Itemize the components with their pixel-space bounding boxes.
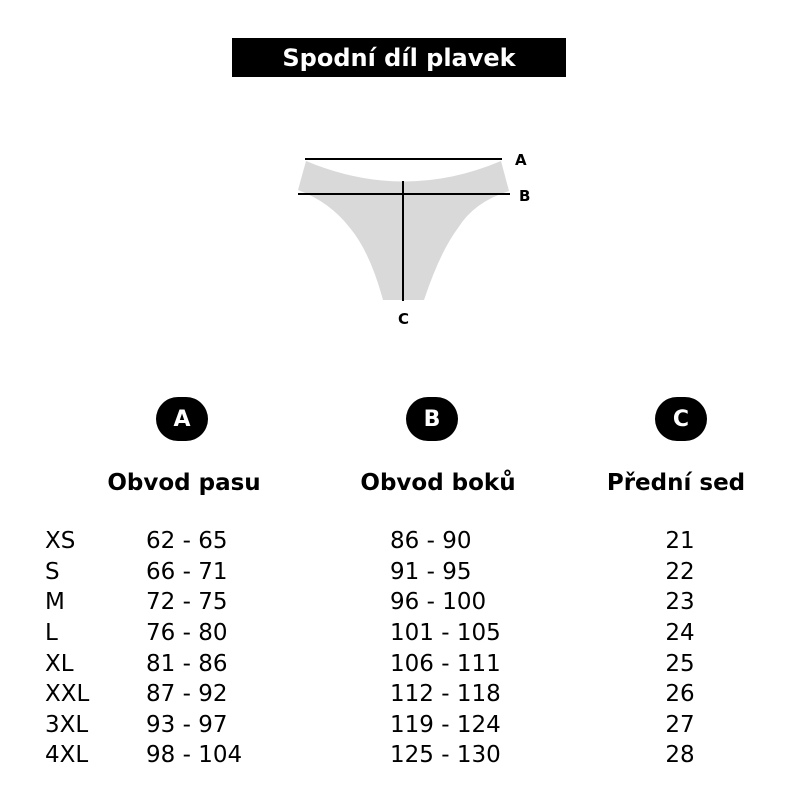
page-title: Spodní díl plavek: [232, 38, 566, 77]
waist-value: 62 - 65: [146, 528, 228, 554]
diagram-label-b: B: [519, 187, 531, 205]
size-label: L: [45, 620, 58, 646]
hips-value: 96 - 100: [390, 589, 487, 615]
table-row: [0, 620, 800, 650]
table-row: [0, 559, 800, 589]
hips-value: 91 - 95: [390, 559, 472, 585]
waist-value: 93 - 97: [146, 712, 228, 738]
front-rise-value: 21: [665, 528, 695, 554]
table-row: [0, 528, 800, 558]
front-rise-value: 28: [665, 742, 695, 768]
front-rise-value: 22: [665, 559, 695, 585]
waist-value: 66 - 71: [146, 559, 228, 585]
waist-value: 72 - 75: [146, 589, 228, 615]
front-rise-value: 23: [665, 589, 695, 615]
front-rise-value: 26: [665, 681, 695, 707]
front-rise-value: 25: [665, 651, 695, 677]
badge-a: A: [156, 397, 208, 441]
waist-value: 98 - 104: [146, 742, 243, 768]
waist-value: 81 - 86: [146, 651, 228, 677]
waist-value: 76 - 80: [146, 620, 228, 646]
diagram-label-c: C: [398, 310, 410, 328]
size-label: XXL: [45, 681, 90, 707]
badge-b: B: [406, 397, 458, 441]
size-label: 4XL: [45, 742, 89, 768]
hips-value: 125 - 130: [390, 742, 501, 768]
table-row: [0, 712, 800, 742]
hips-value: 119 - 124: [390, 712, 501, 738]
size-label: XL: [45, 651, 74, 677]
header-hips: Obvod boků: [360, 470, 516, 496]
waist-value: 87 - 92: [146, 681, 228, 707]
header-front-rise: Přední sed: [606, 470, 746, 496]
table-row: [0, 589, 800, 619]
size-label: S: [45, 559, 60, 585]
table-row: [0, 742, 800, 772]
table-row: [0, 651, 800, 681]
size-label: M: [45, 589, 65, 615]
front-rise-value: 24: [665, 620, 695, 646]
table-row: [0, 681, 800, 711]
hips-value: 101 - 105: [390, 620, 501, 646]
hips-value: 86 - 90: [390, 528, 472, 554]
front-rise-value: 27: [665, 712, 695, 738]
badge-c: C: [655, 397, 707, 441]
size-label: 3XL: [45, 712, 89, 738]
header-waist: Obvod pasu: [107, 470, 261, 496]
diagram-label-a: A: [515, 151, 527, 169]
hips-value: 112 - 118: [390, 681, 501, 707]
size-label: XS: [45, 528, 76, 554]
hips-value: 106 - 111: [390, 651, 501, 677]
